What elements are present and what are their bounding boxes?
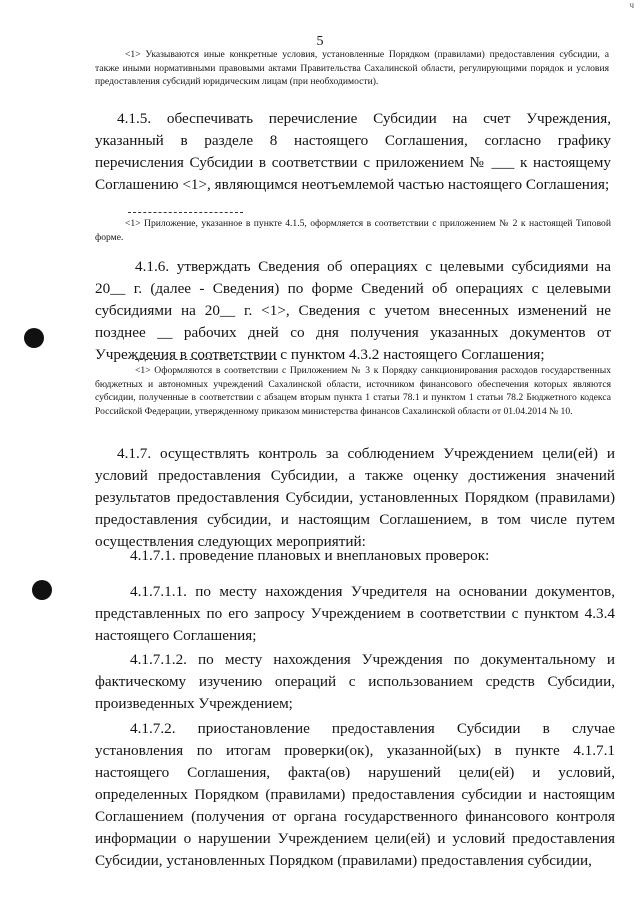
page-number: 5	[316, 34, 324, 49]
paragraph-4-1-7-1: 4.1.7.1. проведение плановых и внеплановых проверок:	[130, 547, 490, 564]
punch-hole	[32, 580, 52, 600]
paragraph-4-1-6: 4.1.6. утверждать Сведения об операциях с целевыми субсидиями на 20__ г. (далее - Сведения) по форме Сведений об операциях с целевыми субсидиями на 20__ г. <1>, Сведения с учетом внесенных изменений не позднее __ рабочих дней со дня получения указанных документов от Учреждения в соответствии с пунктом 4.3.2 настоящего Соглашения;	[95, 258, 611, 363]
paragraph-4-1-7-1-2: 4.1.7.1.2. по месту нахождения Учреждения по документальному и фактическому изучению операций с использованием средств Субсидии, произведенных Учреждением;	[95, 651, 615, 712]
footnote-separator	[128, 212, 243, 213]
punch-hole	[24, 328, 44, 348]
footnote-other-conditions: <1> Указываются иные конкретные условия, установленные Порядком (правилами) предоставления субсидии, а также иными нормативными правовыми актами Правительства Сахалинской области, регулирующими порядок и условия предоставления субсидий юридическим лицам (при необходимости).	[95, 49, 609, 88]
paragraph-4-1-5: 4.1.5. обеспечивать перечисление Субсидии на счет Учреждения, указанный в разделе 8 настоящего Соглашения, согласно графику перечисления Субсидии в соответствии с приложением № ___ к настоящему Соглашению <1>, являющимся неотъемлемой частью настоящего Соглашения;	[95, 110, 611, 193]
footnote-appendix: <1> Приложение, указанное в пункте 4.1.5, оформляется в соответствии с приложением № 2 к настоящей Типовой форме.	[95, 218, 611, 243]
footnote-separator	[135, 359, 277, 360]
paragraph-4-1-7-1-1: 4.1.7.1.1. по месту нахождения Учредителя на основании документов, представленных по его запросу Учреждением в соответствии с пунктом 4.3.4 настоящего Соглашения;	[95, 583, 615, 644]
footnote-sanction-order: <1> Оформляются в соответствии с Приложением № 3 к Порядку санкционирования расходов государственных бюджетных и автономных учреждений Сахалинской области, источником финансового обеспечения которых являются субсидии, полученные в соответствии с абзацем вторым пункта 1 статьи 78.1 и пунктом 1 статьи 78.2 Бюджетного кодекса Российской Федерации, утвержденному приказом министерства финансов Сахалинской области от 01.04.2014 № 10.	[95, 365, 611, 417]
paragraph-4-1-7-2: 4.1.7.2. приостановление предоставления Субсидии в случае установления по итогам проверки(ок), указанной(ых) в пункте 4.1.7.1 настоящего Соглашения, факта(ов) нарушений цели(ей) и условий, определенных Порядком (правилами) предоставления субсидии и настоящим Соглашением (получения от органа государственного финансового контроля информации о нарушении Учреждением цели(ей) и условий предоставления Субсидии, установленных Порядком (правилами) предоставления субсидии,	[95, 720, 615, 869]
corner-mark: ч	[629, 0, 634, 10]
paragraph-4-1-7: 4.1.7. осуществлять контроль за соблюдением Учреждением цели(ей) и условий предоставления Субсидии, а также оценку достижения значений результатов предоставления Субсидии, установленных Порядком (правилами) предоставления субсидии, и настоящим Соглашением, в том числе путем осуществления следующих мероприятий:	[95, 445, 615, 550]
